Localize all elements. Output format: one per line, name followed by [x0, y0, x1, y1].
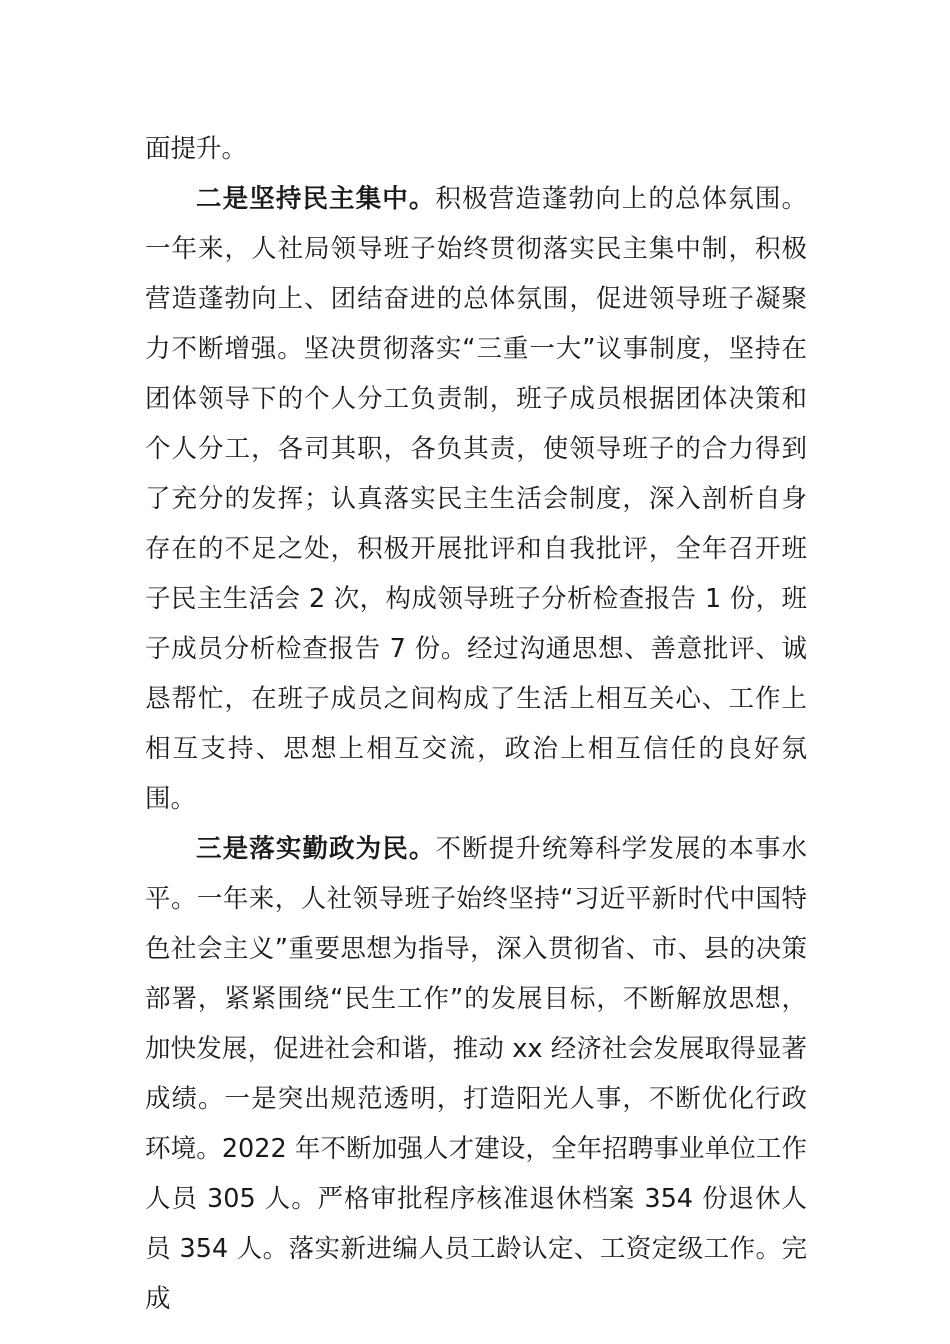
paragraph-text: 积极营造蓬勃向上的总体氛围。一年来，人社局领导班子始终贯彻落实民主集中制，积极营造蓬勃向上、团结奋进的总体氛围，促进领导班子凝聚力不断增强。坚决贯彻落实“三重一大”议事制度，坚持在团体领导下的个人分工负责制，班子成员根据团体决策和个人分工，各司其职，各负其责，使领导班子的合力得到了充分的发挥；认真落实民主生活会制度，深入剖析自身存在的不足之处，积极开展批评和自我批评，全年召开班子民主生活会 2 次，构成领导班子分析检查报告 1 份，班子成员分析检查报告 7 份。经过沟通思想、善意批评、诚恳帮忙，在班子成员之间构成了生活上相互关心、工作上相互支持、思想上相互交流，政治上相互信任的良好氛围。 — [145, 184, 807, 814]
paragraph-text: 不断提升统筹科学发展的本事水平。一年来，人社领导班子始终坚持“习近平新时代中国特色社会主义”重要思想为指导，深入贯彻省、市、县的决策部署，紧紧围绕“民生工作”的发展目标，不断解放思想，加快发展，促进社会和谐，推动 xx 经济社会发展取得显著成绩。一是突出规范透明，打造阳光人事，不断优化行政环境。2022 年不断加强人才建设，全年招聘事业单位工作人员 305 人。严格审批程序核准退休档案 354 份退休人员 354 人。落实新进编人员工龄认定、工资定级工作。完成 — [145, 834, 807, 1314]
paragraph-text: 面提升。 — [145, 134, 248, 164]
paragraph-continuation — [145, 124, 807, 174]
document-body — [145, 124, 807, 1324]
paragraph-diligent-governance — [145, 824, 807, 1324]
paragraph-democratic-centralism — [145, 174, 807, 824]
paragraph-heading: 二是坚持民主集中。 — [196, 184, 436, 214]
paragraph-heading: 三是落实勤政为民。 — [196, 834, 436, 864]
